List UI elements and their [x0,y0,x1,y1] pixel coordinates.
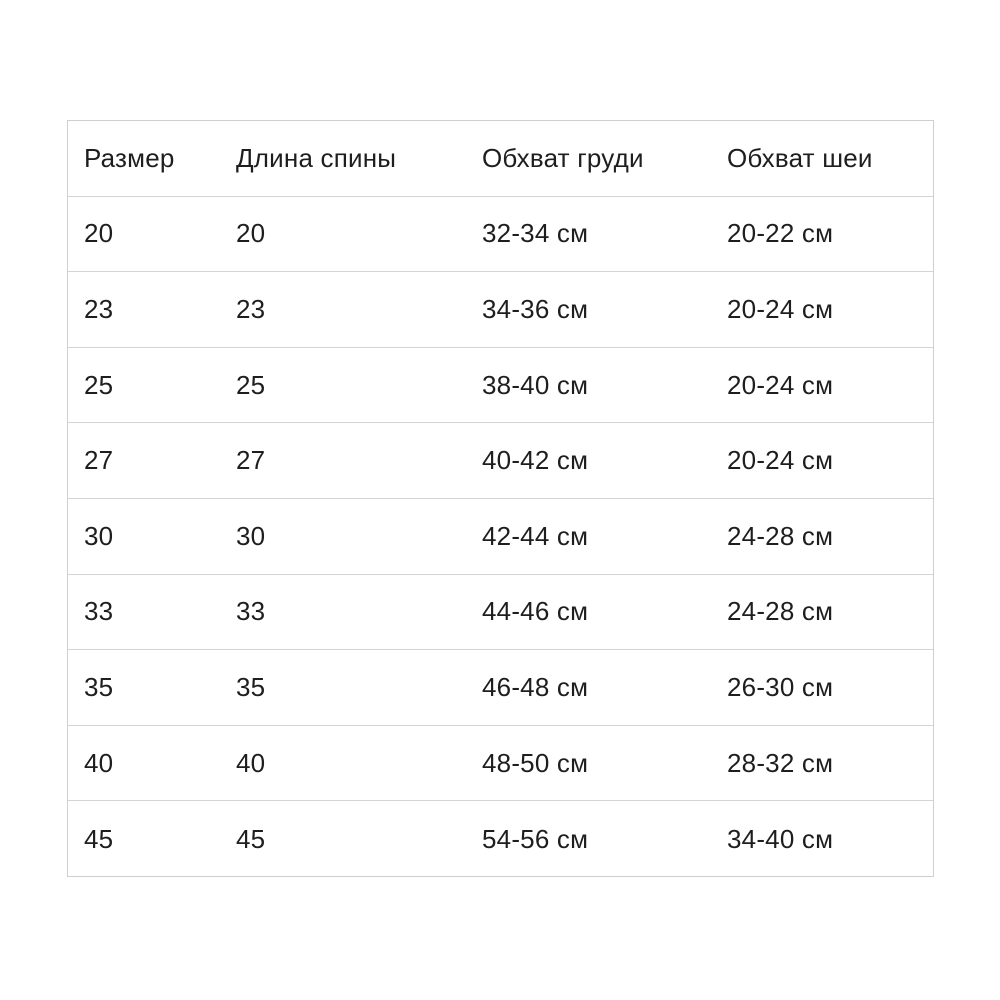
cell-chest-girth: 38-40 см [482,369,589,400]
cell-size: 45 [84,823,114,854]
cell-neck-girth: 20-22 см [727,218,834,249]
cell-neck-girth: 34-40 см [727,823,834,854]
cell-back-length: 27 [236,445,266,476]
cell-chest-girth: 42-44 см [482,520,589,551]
size-chart-table [67,120,934,877]
header-size: Размер [84,142,175,173]
cell-size: 25 [84,369,114,400]
table-row [68,726,933,802]
cell-neck-girth: 20-24 см [727,293,834,324]
table-row [68,575,933,651]
cell-size: 33 [84,596,114,627]
cell-chest-girth: 46-48 см [482,671,589,702]
table-row [68,423,933,499]
cell-size: 35 [84,671,114,702]
cell-chest-girth: 40-42 см [482,445,589,476]
cell-chest-girth: 54-56 см [482,823,589,854]
cell-chest-girth: 44-46 см [482,596,589,627]
table-row [68,272,933,348]
cell-back-length: 33 [236,596,266,627]
header-neck-girth: Обхват шеи [727,142,873,173]
cell-size: 30 [84,520,114,551]
cell-back-length: 35 [236,671,266,702]
cell-back-length: 45 [236,823,266,854]
cell-neck-girth: 26-30 см [727,671,834,702]
cell-neck-girth: 20-24 см [727,445,834,476]
cell-size: 40 [84,747,114,778]
cell-back-length: 25 [236,369,266,400]
cell-back-length: 23 [236,293,266,324]
cell-chest-girth: 32-34 см [482,218,589,249]
cell-neck-girth: 24-28 см [727,520,834,551]
table-header-row [68,121,933,197]
table-row [68,499,933,575]
cell-chest-girth: 34-36 см [482,293,589,324]
cell-size: 20 [84,218,114,249]
cell-neck-girth: 28-32 см [727,747,834,778]
cell-back-length: 40 [236,747,266,778]
table-row [68,197,933,273]
cell-back-length: 20 [236,218,266,249]
table-row [68,348,933,424]
cell-neck-girth: 24-28 см [727,596,834,627]
cell-chest-girth: 48-50 см [482,747,589,778]
cell-back-length: 30 [236,520,266,551]
table-row [68,801,933,877]
header-back-length: Длина спины [236,142,397,173]
cell-size: 27 [84,445,114,476]
header-chest-girth: Обхват груди [482,142,644,173]
cell-neck-girth: 20-24 см [727,369,834,400]
table-row [68,650,933,726]
cell-size: 23 [84,293,114,324]
